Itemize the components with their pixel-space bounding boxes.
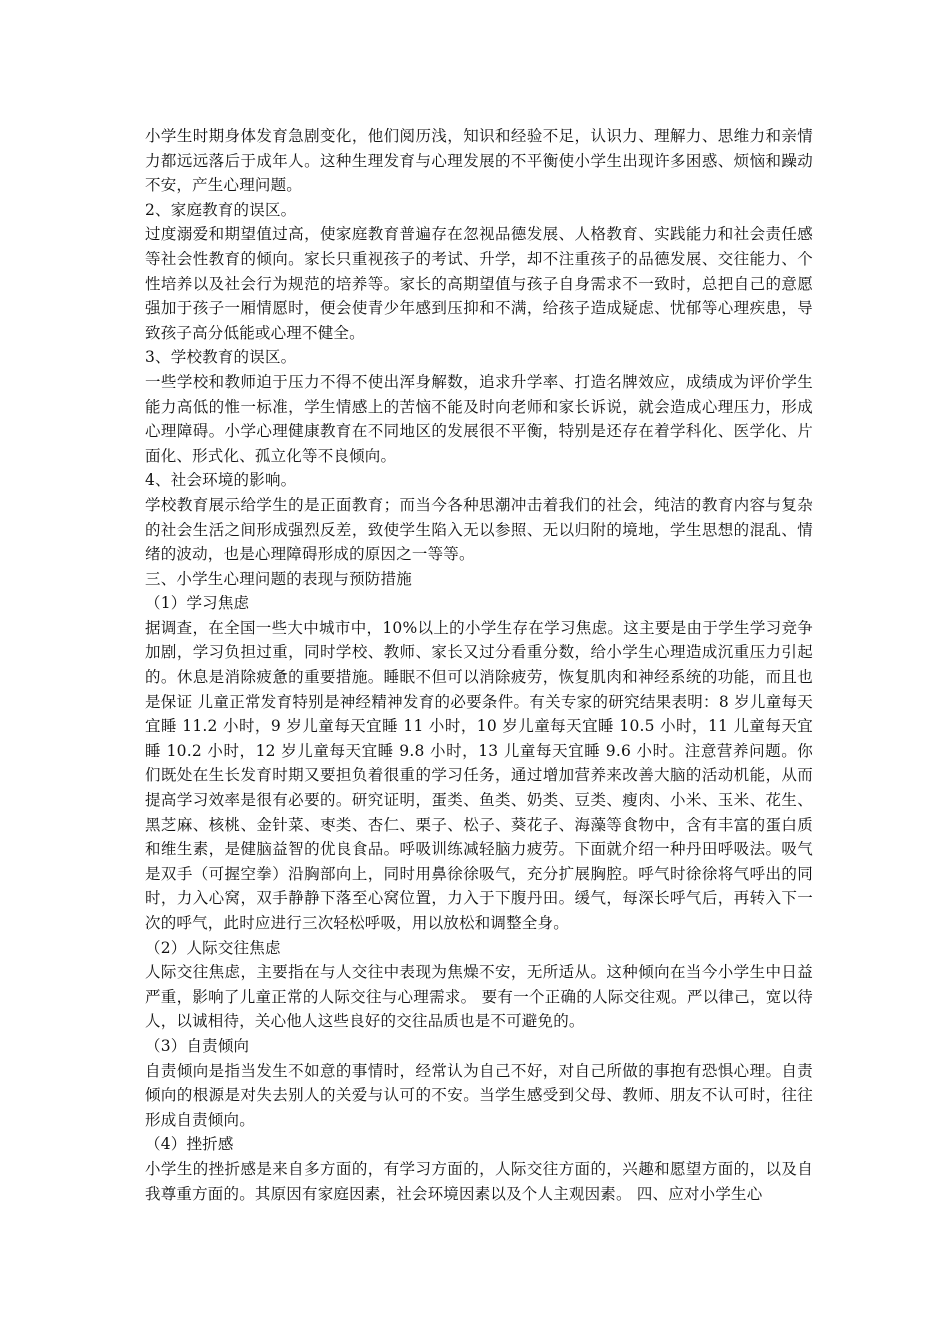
subsection-heading: （4）挫折感	[145, 1135, 234, 1154]
paragraph: 据调查，在全国一些大中城市中，10%以上的小学生存在学习焦虑。这主要是由于学生学习竞争加剧，学习负担过重，同时学校、教师、家长又过分看重分数，给小学生心理造成沉重压力引起的。休息是消除疲惫的重要措施。睡眠不但可以消除疲劳，恢复肌肉和神经系统的功能，而且也是保证 儿童正常发育特别是神经精神发育的必要条件。有关专家的研究结果表明：8 岁儿童每天宜睡 11.2 小时，9 岁儿童每天宜睡 11 小时，10 岁儿童每天宜睡 10.5 小时，11 儿童每天宜睡 10.2 小时，12 岁儿童每天宜睡 9.8 小时，13 儿童每天宜睡 9.6 小时。注意营养问题。你们既处在生长发育时期又要担负着很重的学习任务，通过增加营养来改善大脑的活动机能，从而提高学习效率是很有必要的。研究证明，蛋类、鱼类、奶类、豆类、瘦肉、小米、玉米、花生、黑芝麻、核桃、金针菜、枣类、杏仁、栗子、松子、葵花子、海藻等食物中，含有丰富的蛋白质和维生素，是健脑益智的优良食品。呼吸训练减轻脑力疲劳。下面就介绍一种丹田呼吸法。吸气是双手（可握空拳）沿胸部向上，同时用鼻徐徐吸气，充分扩展胸腔。呼气时徐徐将气呼出的同时，力入心窝，双手静静下落至心窝位置，力入于下腹丹田。缓气，每深长呼气后，再转入下一次的呼气，此时应进行三次轻松呼吸，用以放松和调整全身。	[145, 618, 813, 932]
subsection-heading: （1）学习焦虑	[145, 594, 250, 613]
subsection-heading: （3）自责倾向	[145, 1036, 250, 1055]
paragraph: 过度溺爱和期望值过高，使家庭教育普遍存在忽视品德发展、人格教育、实践能力和社会责任感等社会性教育的倾向。家长只重视孩子的考试、升学，却不注重孩子的品德发展、交往能力、个性培养以及社会行为规范的培养等。家长的高期望值与孩子自身需求不一致时，总把自己的意愿强加于孩子一厢情愿时，便会使青少年感到压抑和不满，给孩子造成疑虑、忧郁等心理疾患，导致孩子高分低能或心理不健全。	[145, 225, 813, 342]
document-body	[145, 124, 813, 1206]
paragraph: 人际交往焦虑，主要指在与人交往中表现为焦燥不安，无所适从。这种倾向在当今小学生中日益严重，影响了儿童正常的人际交往与心理需求。 要有一个正确的人际交往观。严以律己，宽以待人，以诚相待，关心他人这些良好的交往品质也是不可避免的。	[145, 963, 813, 1031]
section-heading: 4、社会环境的影响。	[145, 471, 297, 490]
paragraph: 学校教育展示给学生的是正面教育；而当今各种思潮冲击着我们的社会，纯洁的教育内容与复杂的社会生活之间形成强烈反差，致使学生陷入无以参照、无以归附的境地，学生思想的混乱、情绪的波动，也是心理障碍形成的原因之一等等。	[145, 495, 813, 564]
paragraph: 一些学校和教师迫于压力不得不使出浑身解数，追求升学率、打造名牌效应，成绩成为评价学生能力高低的惟一标准，学生情感上的苦恼不能及时向老师和家长诉说，就会造成心理压力，形成心理障碍。小学心理健康教育在不同地区的发展很不平衡，特别是还存在着学科化、医学化、片面化、形式化、孤立化等不良倾向。	[145, 372, 813, 465]
subsection-heading: （2）人际交往焦虑	[145, 938, 281, 957]
chapter-heading: 三、小学生心理问题的表现与预防措施	[145, 569, 412, 588]
paragraph: 小学生时期身体发育急剧变化，他们阅历浅，知识和经验不足，认识力、理解力、思维力和亲情力都远远落后于成年人。这种生理发育与心理发展的不平衡使小学生出现许多困惑、烦恼和躁动不安，产生心理问题。	[145, 127, 813, 195]
section-heading: 2、家庭教育的误区。	[145, 200, 297, 219]
section-heading: 3、学校教育的误区。	[145, 348, 297, 367]
paragraph: 自责倾向是指当发生不如意的事情时，经常认为自己不好，对自己所做的事抱有恐惧心理。自责倾向的根源是对失去别人的关爱与认可的不安。当学生感受到父母、教师、朋友不认可时，往往形成自责倾向。	[145, 1061, 813, 1129]
paragraph: 小学生的挫折感是来自多方面的，有学习方面的，人际交往方面的，兴趣和愿望方面的，以及自我尊重方面的。其原因有家庭因素，社会环境因素以及个人主观因素。 四、应对小学生心	[145, 1159, 813, 1203]
